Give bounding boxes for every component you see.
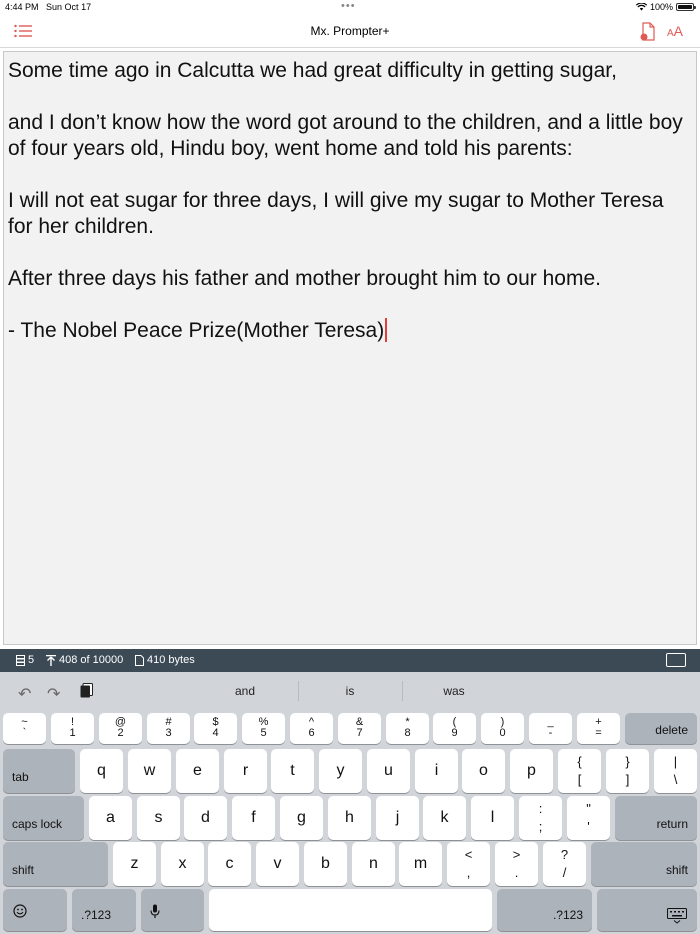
suggestion-bar — [0, 672, 700, 708]
key-y[interactable]: y — [319, 749, 362, 793]
microphone-icon — [150, 904, 160, 919]
status-bar — [0, 0, 700, 14]
editor-paragraph: I will not eat sugar for three days, I will give my sugar to Mother Teresa for her children. — [8, 189, 664, 238]
emoji-key[interactable] — [3, 889, 67, 931]
suggestion-divider — [402, 681, 403, 701]
key-t[interactable]: t — [271, 749, 314, 793]
key-5[interactable]: % 5 — [242, 713, 285, 744]
key-w[interactable]: w — [128, 749, 171, 793]
key-2[interactable]: @ 2 — [99, 713, 142, 744]
key-pipe[interactable]: | \ — [654, 749, 697, 793]
key-8[interactable]: * 8 — [386, 713, 429, 744]
status-time: 4:44 PM Sun Oct 17 — [5, 2, 92, 12]
suggestion-word[interactable]: is — [345, 684, 355, 698]
space-key[interactable] — [209, 889, 492, 931]
keyboard-dismiss-icon[interactable] — [666, 653, 686, 667]
key-n[interactable]: n — [352, 842, 395, 886]
suggestion-word[interactable]: and — [234, 684, 256, 698]
key-1[interactable]: ! 1 — [51, 713, 94, 744]
byte-count: 410 bytes — [135, 654, 195, 666]
key-e[interactable]: e — [176, 749, 219, 793]
key-6[interactable]: ^ 6 — [290, 713, 333, 744]
key-u[interactable]: u — [367, 749, 410, 793]
arrow-up-icon — [46, 655, 56, 666]
key-quote[interactable]: " ' — [567, 796, 610, 840]
suggestion-word[interactable]: was — [443, 684, 465, 698]
font-size-button[interactable]: AA — [667, 23, 684, 39]
wifi-icon — [636, 3, 647, 11]
key-g[interactable]: g — [280, 796, 323, 840]
battery-icon — [676, 3, 694, 11]
tab-key[interactable]: tab — [3, 749, 75, 793]
counter-bar — [0, 649, 700, 672]
file-icon — [135, 655, 144, 666]
key-l[interactable]: l — [471, 796, 514, 840]
editor-paragraph: Some time ago in Calcutta we had great difficulty in getting sugar, — [8, 59, 617, 82]
key-colon[interactable]: : ; — [519, 796, 562, 840]
redo-icon[interactable]: ↷ — [47, 686, 61, 703]
shift-left-key[interactable]: shift — [3, 842, 108, 886]
multitasking-dots[interactable]: ••• — [341, 0, 356, 12]
key-f[interactable]: f — [232, 796, 275, 840]
suggestion-divider — [298, 681, 299, 701]
key-k[interactable]: k — [423, 796, 466, 840]
stack-icon — [16, 655, 25, 666]
key-s[interactable]: s — [137, 796, 180, 840]
key-b[interactable]: b — [304, 842, 347, 886]
paragraph-count: 5 — [16, 654, 34, 666]
delete-key[interactable]: delete — [625, 713, 697, 744]
key-4[interactable]: $ 4 — [194, 713, 237, 744]
key-9[interactable]: ( 9 — [433, 713, 476, 744]
paste-icon[interactable] — [80, 683, 93, 698]
key-7[interactable]: & 7 — [338, 713, 381, 744]
numbers-left-key[interactable]: .?123 — [72, 889, 136, 931]
key-a[interactable]: a — [89, 796, 132, 840]
key-c[interactable]: c — [208, 842, 251, 886]
editor-paragraph-last: - The Nobel Peace Prize(Mother Teresa) — [8, 318, 692, 344]
key-h[interactable]: h — [328, 796, 371, 840]
key-x[interactable]: x — [161, 842, 204, 886]
page-title: Mx. Prompter+ — [310, 24, 390, 38]
battery-percent: 100% — [649, 2, 673, 12]
key-r[interactable]: r — [224, 749, 267, 793]
key-p[interactable]: p — [510, 749, 553, 793]
key-left-brace[interactable]: { [ — [558, 749, 601, 793]
document-record-icon[interactable] — [640, 22, 656, 42]
key-d[interactable]: d — [184, 796, 227, 840]
key-o[interactable]: o — [462, 749, 505, 793]
key-z[interactable]: z — [113, 842, 156, 886]
key-equals[interactable]: + = — [577, 713, 620, 744]
on-screen-keyboard — [0, 672, 700, 934]
key-tilde[interactable]: ~ ` — [3, 713, 46, 744]
key-v[interactable]: v — [256, 842, 299, 886]
text-cursor — [385, 318, 387, 342]
key-q[interactable]: q — [80, 749, 123, 793]
key-minus[interactable]: _ - — [529, 713, 572, 744]
emoji-icon — [13, 904, 27, 918]
undo-icon[interactable]: ↶ — [18, 686, 32, 703]
dictation-key[interactable] — [141, 889, 204, 931]
editor-paragraph: and I don’t know how the word got around to the children, and a little boy of four years old, Hindu boy, went home and told his parents: — [8, 111, 683, 160]
keyboard-hide-icon — [667, 908, 687, 924]
key-right-brace[interactable]: } ] — [606, 749, 649, 793]
numbers-right-key[interactable]: .?123 — [497, 889, 592, 931]
character-count: 408 of 10000 — [46, 654, 123, 666]
return-key[interactable]: return — [615, 796, 697, 840]
script-editor[interactable] — [3, 51, 697, 645]
key-greater-than[interactable]: > . — [495, 842, 538, 886]
nav-bar — [0, 14, 700, 48]
key-j[interactable]: j — [376, 796, 419, 840]
hide-keyboard-key[interactable] — [597, 889, 697, 931]
key-less-than[interactable]: < , — [447, 842, 490, 886]
key-m[interactable]: m — [399, 842, 442, 886]
shift-right-key[interactable]: shift — [591, 842, 697, 886]
key-3[interactable]: # 3 — [147, 713, 190, 744]
editor-paragraph: After three days his father and mother brought him to our home. — [8, 267, 601, 290]
key-0[interactable]: ) 0 — [481, 713, 524, 744]
key-question[interactable]: ? / — [543, 842, 586, 886]
key-i[interactable]: i — [415, 749, 458, 793]
caps-lock-key[interactable]: caps lock — [3, 796, 84, 840]
status-right — [636, 2, 694, 12]
